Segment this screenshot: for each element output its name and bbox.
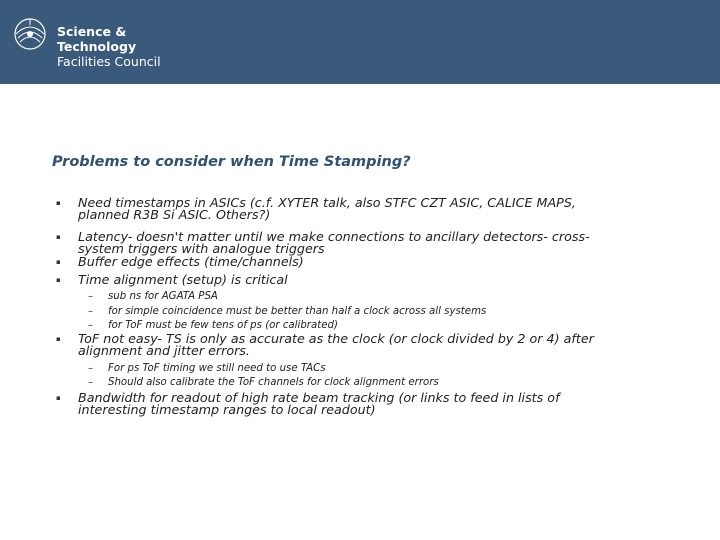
sub-bullet-text: for simple coincidence must be better than half a clock across all systems bbox=[108, 306, 487, 317]
stfc-emblem-icon bbox=[10, 12, 50, 52]
bullet-text: Bandwidth for readout of high rate beam tracking (or links to feed in lists of bbox=[78, 390, 560, 405]
bullet-marker-icon: ▪ bbox=[56, 199, 61, 207]
org-name-line2: Facilities Council bbox=[57, 54, 161, 69]
bullet-text: system triggers with analogue triggers bbox=[78, 241, 325, 256]
bullet-text: alignment and jitter errors. bbox=[78, 343, 250, 358]
bullet-marker-icon: ▪ bbox=[56, 394, 61, 402]
sub-bullet-dash: – bbox=[88, 320, 93, 331]
bullet-text: Time alignment (setup) is critical bbox=[78, 272, 288, 287]
bullet-marker-icon: ▪ bbox=[56, 276, 61, 284]
bullet-text: ToF not easy- TS is only as accurate as the clock (or clock divided by 2 or 4) after bbox=[78, 331, 594, 346]
org-name-line1: Science & Technology bbox=[57, 24, 137, 54]
bullet-text: planned R3B Si ASIC. Others?) bbox=[78, 207, 271, 222]
sub-bullet-dash: – bbox=[88, 377, 93, 388]
slide-title: Problems to consider when Time Stamping? bbox=[52, 154, 411, 170]
stfc-logo bbox=[10, 12, 200, 69]
bullet-text: interesting timestamp ranges to local readout) bbox=[78, 402, 376, 417]
sub-bullet-text: For ps ToF timing we still need to use TACs bbox=[108, 363, 326, 374]
sub-bullet-dash: – bbox=[88, 291, 93, 302]
bullet-text: Need timestamps in ASICs (c.f. XYTER talk, also STFC CZT ASIC, CALICE MAPS, bbox=[78, 195, 576, 210]
sub-bullet-text: for ToF must be few tens of ps (or calibrated) bbox=[108, 320, 338, 331]
bullet-marker-icon: ▪ bbox=[56, 258, 61, 266]
bullet-text: Latency- doesn't matter until we make connections to ancillary detectors- cross- bbox=[78, 229, 590, 244]
sub-bullet-dash: – bbox=[88, 306, 93, 317]
sub-bullet-text: Should also calibrate the ToF channels for clock alignment errors bbox=[108, 377, 439, 388]
sub-bullet-text: sub ns for AGATA PSA bbox=[108, 291, 218, 302]
bullet-marker-icon: ▪ bbox=[56, 233, 61, 241]
sub-bullet-dash: – bbox=[88, 363, 93, 374]
bullet-text: Buffer edge effects (time/channels) bbox=[78, 254, 304, 269]
header-banner bbox=[0, 0, 720, 84]
bullet-marker-icon: ▪ bbox=[56, 335, 61, 343]
